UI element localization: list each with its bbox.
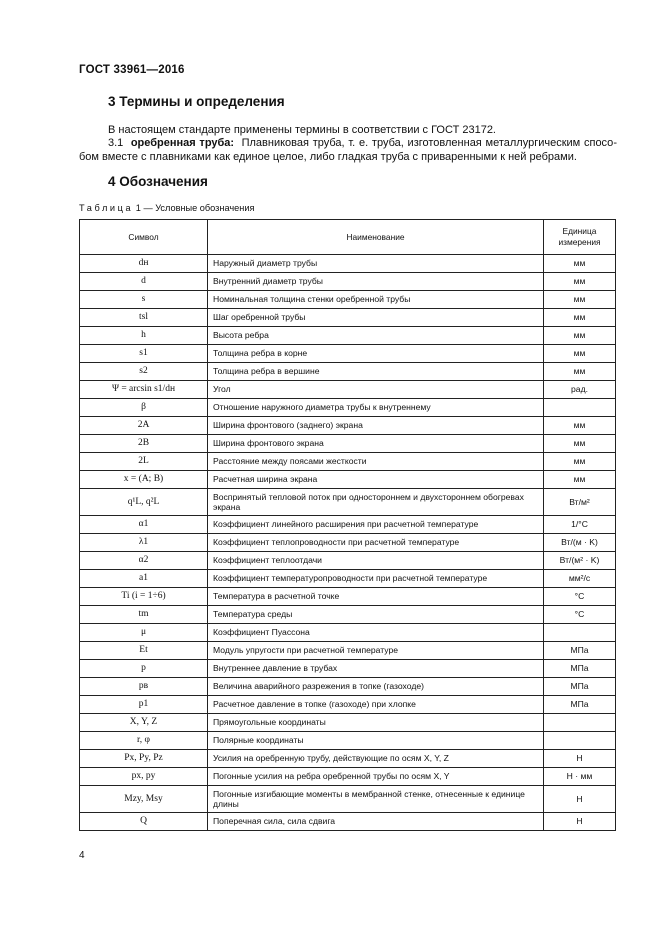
symbol-cell: dн [80, 255, 208, 273]
name-cell: Угол [208, 381, 544, 399]
header-symbol: Символ [80, 220, 208, 255]
name-cell: Усилия на оребренную трубу, действующие по осям X, Y, Z [208, 750, 544, 768]
unit-cell: мм [544, 363, 616, 381]
table-row [80, 786, 616, 813]
name-cell: Полярные координаты [208, 732, 544, 750]
table-row [80, 291, 616, 309]
unit-cell: Н [544, 813, 616, 831]
name-cell: Внутренний диаметр трубы [208, 273, 544, 291]
unit-cell: рад. [544, 381, 616, 399]
table-row [80, 570, 616, 588]
symbol-cell: x = (A; B) [80, 471, 208, 489]
unit-cell: мм [544, 453, 616, 471]
table-row [80, 435, 616, 453]
name-cell: Коэффициент линейного расширения при расчетной температуре [208, 516, 544, 534]
unit-cell: Н [544, 750, 616, 768]
name-cell: Температура в расчетной точке [208, 588, 544, 606]
symbol-cell: Et [80, 642, 208, 660]
unit-cell: мм [544, 255, 616, 273]
table-row [80, 768, 616, 786]
document-header: ГОСТ 33961—2016 [79, 64, 185, 76]
table-row [80, 516, 616, 534]
name-cell: Коэффициент теплоотдачи [208, 552, 544, 570]
name-cell: Толщина ребра в корне [208, 345, 544, 363]
name-cell: Шаг оребренной трубы [208, 309, 544, 327]
table-row [80, 624, 616, 642]
table-row [80, 588, 616, 606]
table-row [80, 345, 616, 363]
unit-cell: Вт/(м · K) [544, 534, 616, 552]
term-number: 3.1 [108, 137, 124, 149]
symbols-table [79, 219, 616, 831]
symbol-cell: Ψ = arcsin s1/dн [80, 381, 208, 399]
name-cell: Прямоугольные координаты [208, 714, 544, 732]
name-cell: Наружный диаметр трубы [208, 255, 544, 273]
unit-cell: мм [544, 327, 616, 345]
name-cell: Расчетная ширина экрана [208, 471, 544, 489]
symbol-cell: px, py [80, 768, 208, 786]
name-cell: Поперечная сила, сила сдвига [208, 813, 544, 831]
name-cell: Внутреннее давление в трубах [208, 660, 544, 678]
unit-cell: МПа [544, 678, 616, 696]
name-cell: Величина аварийного разрежения в топке (газоходе) [208, 678, 544, 696]
name-cell: Номинальная толщина стенки оребренной трубы [208, 291, 544, 309]
table-row [80, 309, 616, 327]
table-row [80, 813, 616, 831]
symbol-cell: μ [80, 624, 208, 642]
table-row [80, 399, 616, 417]
table-row [80, 642, 616, 660]
symbol-cell: 2L [80, 453, 208, 471]
unit-cell: мм [544, 435, 616, 453]
table-row [80, 714, 616, 732]
symbol-cell: a1 [80, 570, 208, 588]
unit-cell [544, 714, 616, 732]
name-cell: Толщина ребра в вершине [208, 363, 544, 381]
symbol-cell: Ti (i = 1÷6) [80, 588, 208, 606]
symbol-cell: 2B [80, 435, 208, 453]
unit-cell: мм [544, 273, 616, 291]
table-header-row [80, 220, 616, 255]
name-cell: Воспринятый тепловой поток при одностороннем и двухстороннем обогревах экрана [208, 489, 544, 516]
name-cell: Температура среды [208, 606, 544, 624]
section-3-paragraph: В настоящем стандарте применены термины в соответствии с ГОСТ 23172. [108, 124, 496, 136]
unit-cell: МПа [544, 660, 616, 678]
symbol-cell: X, Y, Z [80, 714, 208, 732]
unit-cell: Н · мм [544, 768, 616, 786]
unit-cell: 1/°C [544, 516, 616, 534]
table-caption-text: 1 — Условные обозначения [135, 203, 255, 213]
term-definition [79, 136, 617, 164]
table-row [80, 273, 616, 291]
name-cell: Погонные изгибающие моменты в мембранной стенке, отнесенные к единице длины [208, 786, 544, 813]
unit-cell: мм²/с [544, 570, 616, 588]
unit-cell [544, 399, 616, 417]
page-number: 4 [79, 850, 85, 861]
name-cell: Погонные усилия на ребра оребренной трубы по осям X, Y [208, 768, 544, 786]
section-4-title: 4 Обозначения [108, 174, 208, 189]
table-row [80, 381, 616, 399]
name-cell: Ширина фронтового (заднего) экрана [208, 417, 544, 435]
term-text: Плавниковая труба, т. е. труба, изготовленная металлургическим способом вместе с плавниками как единое целое, либо гладкая труба с приваренными к ней ребрами. [79, 137, 617, 163]
name-cell: Расчетное давление в топке (газоходе) при хлопке [208, 696, 544, 714]
unit-cell: Вт/(м² · K) [544, 552, 616, 570]
table-row [80, 534, 616, 552]
symbol-cell: tm [80, 606, 208, 624]
symbol-cell: 2A [80, 417, 208, 435]
symbol-cell: s [80, 291, 208, 309]
symbol-cell: d [80, 273, 208, 291]
symbol-cell: r, φ [80, 732, 208, 750]
unit-cell: МПа [544, 642, 616, 660]
unit-cell: мм [544, 471, 616, 489]
name-cell: Коэффициент температуропроводности при расчетной температуре [208, 570, 544, 588]
table-caption-prefix: Таблица [79, 203, 134, 213]
table-row [80, 471, 616, 489]
table-row [80, 363, 616, 381]
table-row [80, 750, 616, 768]
table-row [80, 489, 616, 516]
name-cell: Отношение наружного диаметра трубы к внутреннему [208, 399, 544, 417]
name-cell: Коэффициент Пуассона [208, 624, 544, 642]
symbol-cell: α2 [80, 552, 208, 570]
symbol-cell: β [80, 399, 208, 417]
symbol-cell: λ1 [80, 534, 208, 552]
table-row [80, 417, 616, 435]
unit-cell: мм [544, 345, 616, 363]
table-row [80, 255, 616, 273]
name-cell: Модуль упругости при расчетной температуре [208, 642, 544, 660]
table-caption [79, 203, 254, 213]
symbol-cell: Mzy, Msy [80, 786, 208, 813]
symbol-cell: q¹L, q²L [80, 489, 208, 516]
symbol-cell: h [80, 327, 208, 345]
symbol-cell: s2 [80, 363, 208, 381]
term-name: оребренная труба: [130, 137, 235, 149]
name-cell: Коэффициент теплопроводности при расчетной температуре [208, 534, 544, 552]
symbol-cell: tsl [80, 309, 208, 327]
name-cell: Расстояние между поясами жесткости [208, 453, 544, 471]
name-cell: Ширина фронтового экрана [208, 435, 544, 453]
table-row [80, 606, 616, 624]
unit-cell: °C [544, 606, 616, 624]
symbol-cell: p [80, 660, 208, 678]
header-unit: Единица измерения [544, 220, 616, 255]
unit-cell: мм [544, 309, 616, 327]
symbol-cell: α1 [80, 516, 208, 534]
table-row [80, 453, 616, 471]
table-row [80, 660, 616, 678]
unit-cell [544, 624, 616, 642]
table-row [80, 732, 616, 750]
table-row [80, 678, 616, 696]
unit-cell: Вт/м² [544, 489, 616, 516]
section-3-title: 3 Термины и определения [108, 94, 285, 109]
symbol-cell: s1 [80, 345, 208, 363]
unit-cell: мм [544, 291, 616, 309]
symbol-cell: pв [80, 678, 208, 696]
table-row [80, 696, 616, 714]
symbol-cell: p1 [80, 696, 208, 714]
table-row [80, 327, 616, 345]
symbol-cell: Px, Py, Pz [80, 750, 208, 768]
unit-cell: Н [544, 786, 616, 813]
name-cell: Высота ребра [208, 327, 544, 345]
unit-cell: °C [544, 588, 616, 606]
unit-cell: МПа [544, 696, 616, 714]
unit-cell [544, 732, 616, 750]
header-name: Наименование [208, 220, 544, 255]
table-row [80, 552, 616, 570]
symbol-cell: Q [80, 813, 208, 831]
unit-cell: мм [544, 417, 616, 435]
